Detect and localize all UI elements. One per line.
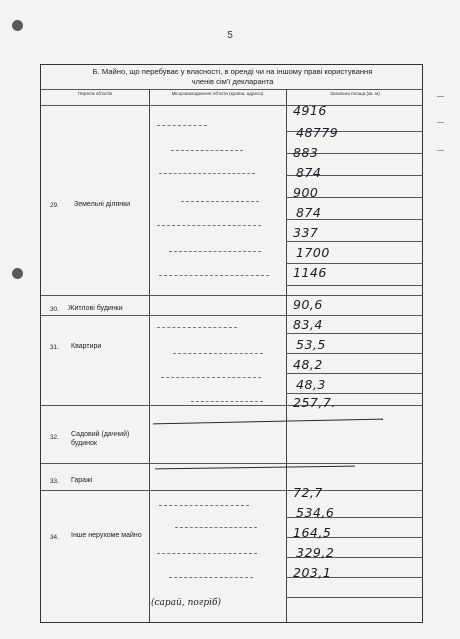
strike-line (153, 419, 383, 425)
binder-hole-top (12, 20, 23, 31)
area-value: 1146 (293, 265, 327, 280)
margin-tick (437, 96, 444, 97)
table-col-divider (149, 89, 150, 622)
area-value: 329,2 (296, 545, 335, 560)
margin-tick (437, 150, 444, 151)
table-title-line2: членів сім'ї декларанта (191, 77, 274, 86)
table-rule (41, 105, 422, 106)
area-value: 90,6 (293, 297, 323, 312)
section-rule (41, 295, 422, 296)
area-value: 48,2 (293, 357, 323, 372)
area-value: 53,5 (296, 337, 326, 352)
area-value: 874 (296, 165, 322, 180)
area-value: 337 (293, 225, 319, 240)
table-col-divider (286, 89, 287, 622)
page-number: 5 (227, 30, 233, 41)
table-rule (41, 89, 422, 90)
area-value: 1700 (296, 245, 330, 260)
section-rule (41, 315, 422, 316)
area-value: 72,7 (293, 485, 323, 500)
handwritten-note: (сарай, погріб) (151, 598, 221, 608)
section-number-29: 29. (50, 202, 59, 209)
area-row-rule (286, 241, 422, 242)
area-value: 203,1 (293, 565, 332, 580)
section-number-31: 31. (50, 344, 59, 351)
area-value: 257,7. (293, 395, 336, 410)
table-title-line1: Б. Майно, що перебуває у власності, в оренді чи на іншому праві користування (92, 67, 373, 76)
property-table (40, 64, 423, 623)
section-label-other: Інше нерухоме майно (71, 532, 142, 539)
area-value: 874 (296, 205, 322, 220)
section-rule (41, 463, 422, 464)
area-value: 83,4 (293, 317, 323, 332)
section-label-garden-house: Садовий (дачний) будинок (71, 431, 130, 447)
area-row-rule (286, 285, 422, 286)
section-number-30: 30. (50, 306, 59, 313)
col-header-area: Загальна площа (кв. м) (330, 91, 380, 96)
strike-line (155, 466, 355, 470)
area-value: 48779 (296, 125, 339, 140)
area-value: 164,5 (293, 525, 332, 540)
binder-hole-bottom (12, 268, 23, 279)
section-number-34: 34. (50, 534, 59, 541)
area-value: 4916 (293, 103, 327, 118)
section-label-garages: Гаражі (71, 477, 93, 484)
area-row-rule (286, 353, 422, 354)
margin-tick (437, 122, 444, 123)
area-value: 883 (293, 145, 319, 160)
area-value: 534,6 (296, 505, 335, 520)
section-label-houses: Житлові будинки (68, 305, 123, 312)
area-value: 900 (293, 185, 319, 200)
section-label-land: Земельні ділянки (74, 201, 131, 208)
area-row-rule (286, 333, 422, 334)
section-rule (41, 490, 422, 491)
col-header-objects: Перелік об'єктів (78, 91, 112, 96)
section-rule (41, 405, 422, 406)
area-row-rule (286, 597, 422, 598)
col-header-location: Місцезнаходження об'єкта (країна, адреса) (171, 91, 264, 96)
section-number-32: 32. (50, 434, 59, 441)
area-row-rule (286, 263, 422, 264)
table-title (41, 67, 424, 87)
area-row-rule (286, 373, 422, 374)
area-row-rule (286, 393, 422, 394)
area-value: 48,3 (296, 377, 326, 392)
section-label-apartments: Квартири (71, 343, 102, 350)
section-number-33: 33. (50, 478, 59, 485)
